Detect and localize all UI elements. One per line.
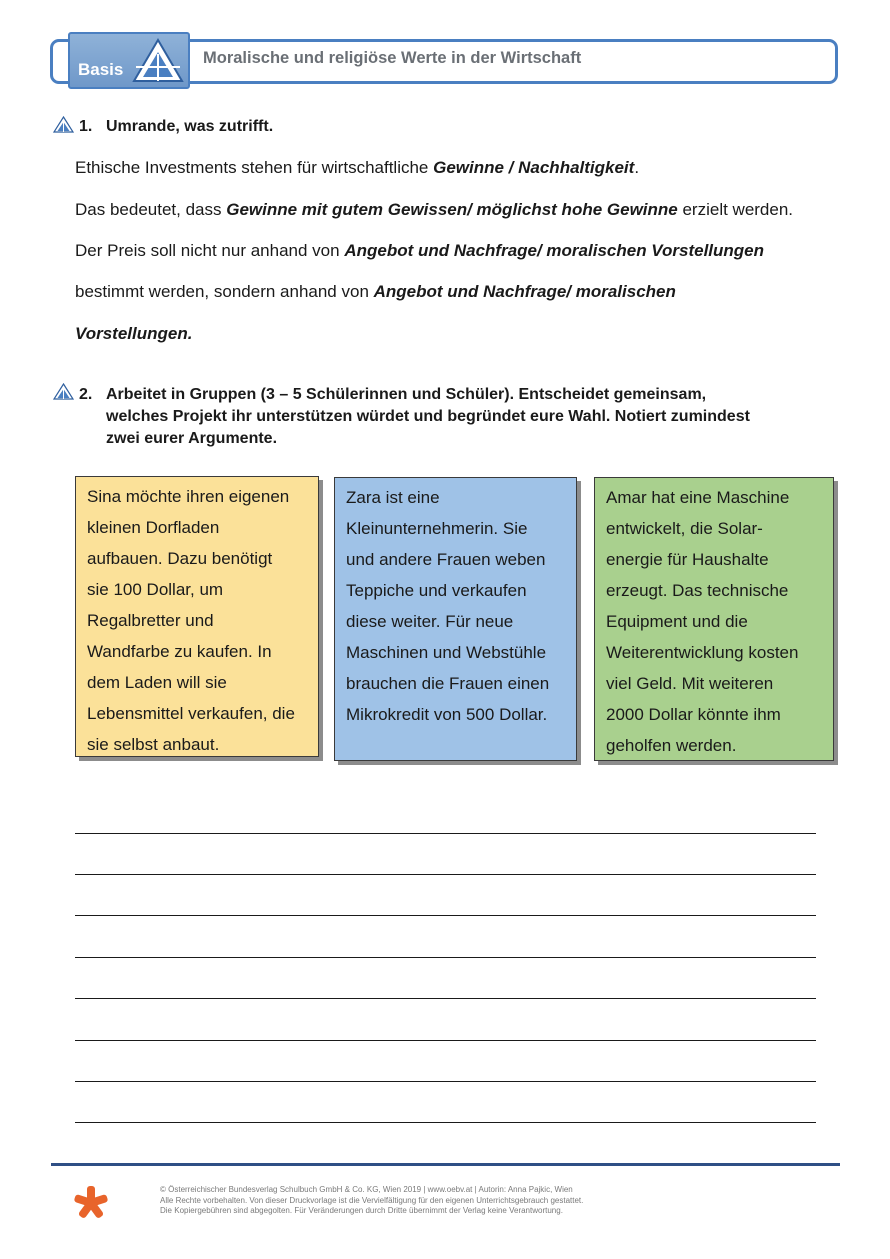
card-text-line: erzeugt. Das technische bbox=[606, 581, 789, 600]
choice-options[interactable]: Gewinne / Nachhaltigkeit bbox=[433, 158, 635, 177]
level-badge bbox=[68, 32, 190, 89]
card-text-line: Amar hat eine Maschine bbox=[606, 488, 790, 507]
project-card-amar bbox=[594, 477, 834, 761]
task-1-sentence bbox=[75, 240, 764, 262]
footer-line: Die Kopiergebühren sind abgegolten. Für Veränderungen durch Dritte übernimmt der Verlag keine Verantwortung. bbox=[160, 1206, 563, 1215]
project-card-sina bbox=[75, 476, 319, 757]
card-text-line: Mikrokredit von 500 Dollar. bbox=[346, 705, 548, 724]
card-text-line: diese weiter. Für neue bbox=[346, 612, 514, 631]
card-text-line: und andere Frauen weben bbox=[346, 550, 546, 569]
task-1-sentence bbox=[75, 157, 639, 179]
level-pyramid-icon bbox=[53, 116, 74, 133]
task-2-title-line: zwei eurer Argumente. bbox=[106, 430, 278, 447]
card-text-line: Teppiche und verkaufen bbox=[346, 581, 527, 600]
card-text-line: Maschinen und Webstühle bbox=[346, 643, 547, 662]
card-text-line: geholfen werden. bbox=[606, 736, 737, 755]
footer-divider bbox=[51, 1163, 840, 1166]
oebv-star-logo-icon bbox=[72, 1184, 110, 1222]
basis-triangle-icon bbox=[132, 38, 184, 83]
card-text-line: Regalbretter und bbox=[87, 611, 214, 630]
sentence-text: Der Preis soll nicht nur anhand von bbox=[75, 241, 345, 260]
card-text-line: Weiterentwicklung kosten bbox=[606, 643, 799, 662]
card-text-line: entwickelt, die Solar- bbox=[606, 519, 763, 538]
task-1-title: Umrande, was zutrifft. bbox=[106, 118, 274, 135]
card-text-line: brauchen die Frauen einen bbox=[346, 674, 550, 693]
task-1-sentence bbox=[75, 323, 192, 345]
project-card-zara bbox=[334, 477, 577, 761]
card-text-line: Wandfarbe zu kaufen. In bbox=[87, 642, 272, 661]
task-1-sentence bbox=[75, 281, 676, 303]
sentence-text: Ethische Investments stehen für wirtschaftliche bbox=[75, 158, 434, 177]
card-text-line: 2000 Dollar könnte ihm bbox=[606, 705, 781, 724]
choice-options[interactable]: Gewinne mit gutem Gewissen/ möglichst hohe Gewinne bbox=[226, 200, 678, 219]
card-text-line: Equipment und die bbox=[606, 612, 748, 631]
answer-line[interactable] bbox=[75, 915, 816, 916]
task-1-number: 1. bbox=[79, 118, 93, 135]
answer-line[interactable] bbox=[75, 1040, 816, 1041]
choice-options[interactable]: Angebot und Nachfrage/ moralischen bbox=[373, 282, 676, 301]
card-text-line: energie für Haushalte bbox=[606, 550, 769, 569]
answer-line[interactable] bbox=[75, 1081, 816, 1082]
task-2-title bbox=[106, 384, 750, 450]
level-pyramid-icon bbox=[53, 383, 74, 400]
answer-line[interactable] bbox=[75, 874, 816, 875]
card-text-line: dem Laden will sie bbox=[87, 673, 227, 692]
task-2-number: 2. bbox=[79, 386, 93, 403]
card-text-line: sie 100 Dollar, um bbox=[87, 580, 224, 599]
card-text-line: viel Geld. Mit weiteren bbox=[606, 674, 774, 693]
answer-line[interactable] bbox=[75, 998, 816, 999]
card-text-line: aufbauen. Dazu benötigt bbox=[87, 549, 273, 568]
card-text-line: Zara ist eine bbox=[346, 488, 440, 507]
footer-line: © Österreichischer Bundesverlag Schulbuch GmbH & Co. KG, Wien 2019 | www.oebv.at | Autorin: Anna Pajkic, Wien bbox=[160, 1185, 573, 1194]
task-2-title-line: welches Projekt ihr unterstützen würdet und begründet eure Wahl. Notiert zumindest bbox=[106, 408, 750, 425]
sentence-text: erzielt werden. bbox=[677, 200, 794, 219]
choice-options[interactable]: Vorstellungen. bbox=[75, 324, 193, 343]
answer-line[interactable] bbox=[75, 1122, 816, 1123]
level-badge-label: Basis bbox=[78, 60, 124, 79]
answer-line[interactable] bbox=[75, 833, 816, 834]
card-text-line: Lebensmittel verkaufen, die bbox=[87, 704, 295, 723]
card-text-line: sie selbst anbaut. bbox=[87, 735, 220, 754]
sentence-text: bestimmt werden, sondern anhand von bbox=[75, 282, 374, 301]
footer-line: Alle Rechte vorbehalten. Von dieser Druckvorlage ist die Vervielfältigung für den eigenen Unterrichtsgebrauch gestattet. bbox=[160, 1195, 584, 1205]
card-text-line: kleinen Dorfladen bbox=[87, 518, 220, 537]
card-text-line: Kleinunternehmerin. Sie bbox=[346, 519, 528, 538]
card-text-line: Sina möchte ihren eigenen bbox=[87, 487, 290, 506]
task-2-title-line: Arbeitet in Gruppen (3 – 5 Schülerinnen und Schüler). Entscheidet gemeinsam, bbox=[106, 386, 707, 403]
page-title: Moralische und religiöse Werte in der Wirtschaft bbox=[203, 49, 582, 67]
footer-copyright bbox=[160, 1185, 583, 1217]
answer-line[interactable] bbox=[75, 957, 816, 958]
choice-options[interactable]: Angebot und Nachfrage/ moralischen Vorstellungen bbox=[344, 241, 765, 260]
sentence-text: . bbox=[634, 158, 640, 177]
sentence-text: Das bedeutet, dass bbox=[75, 200, 227, 219]
task-1-sentence bbox=[75, 199, 793, 221]
